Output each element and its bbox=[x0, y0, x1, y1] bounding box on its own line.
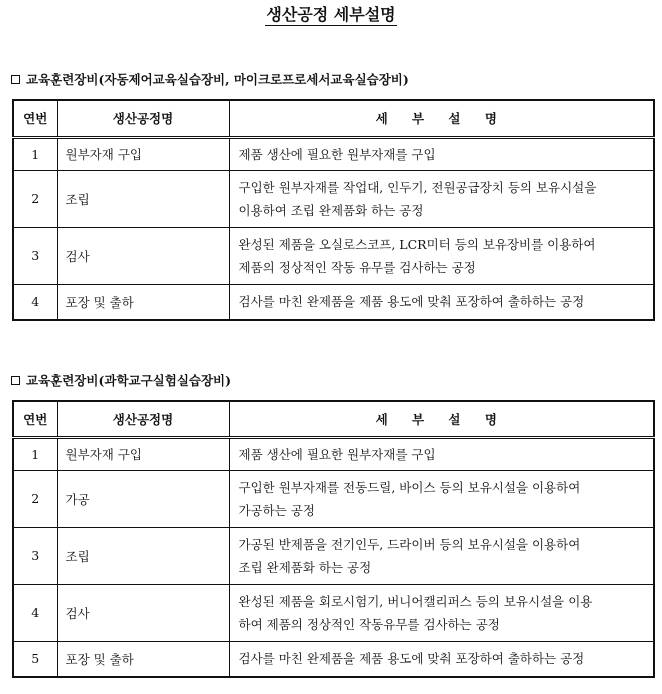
row-name: 포장 및 출하 bbox=[57, 641, 229, 677]
table-row bbox=[13, 170, 654, 227]
header-no: 연번 bbox=[13, 100, 57, 137]
section-title-1-text: 교육훈련장비(자동제어교육실습장비, 마이크로프로세서교육실습장비) bbox=[26, 72, 409, 87]
row-desc bbox=[229, 137, 654, 170]
desc-line: 구입한 원부자재를 전동드릴, 바이스 등의 보유시설을 이용하여 bbox=[238, 479, 581, 495]
checkbox-square-icon bbox=[11, 75, 20, 84]
row-no: 4 bbox=[13, 584, 57, 641]
row-no: 1 bbox=[13, 437, 57, 470]
row-desc bbox=[229, 227, 654, 284]
row-name: 포장 및 출하 bbox=[57, 284, 229, 320]
table-header-row bbox=[13, 401, 654, 437]
table-row bbox=[13, 470, 654, 527]
checkbox-square-icon bbox=[11, 376, 20, 385]
table-row bbox=[13, 227, 654, 284]
row-desc bbox=[229, 284, 654, 320]
row-desc bbox=[229, 641, 654, 677]
row-desc bbox=[229, 527, 654, 584]
page-title bbox=[0, 2, 662, 25]
table-row bbox=[13, 437, 654, 470]
header-desc: 세 부 설 명 bbox=[229, 100, 654, 137]
row-name: 원부자재 구입 bbox=[57, 437, 229, 470]
row-name: 검사 bbox=[57, 227, 229, 284]
header-no: 연번 bbox=[13, 401, 57, 437]
table-row bbox=[13, 137, 654, 170]
process-table-1 bbox=[12, 99, 655, 321]
header-name: 생산공정명 bbox=[57, 100, 229, 137]
row-desc bbox=[229, 470, 654, 527]
desc-line: 구입한 원부자재를 작업대, 인두기, 전원공급장치 등의 보유시설을 bbox=[238, 179, 597, 195]
row-name: 가공 bbox=[57, 470, 229, 527]
desc-line: 가공된 반제품을 전기인두, 드라이버 등의 보유시설을 이용하여 bbox=[238, 536, 581, 552]
row-no: 2 bbox=[13, 170, 57, 227]
desc-line: 완성된 제품을 회로시험기, 버니어캘리퍼스 등의 보유시설을 이용 bbox=[238, 593, 593, 609]
desc-line: 이용하여 조립 완제품화 하는 공정 bbox=[238, 202, 424, 218]
header-name: 생산공정명 bbox=[57, 401, 229, 437]
table-header-row bbox=[13, 100, 654, 137]
row-desc bbox=[229, 437, 654, 470]
row-name: 원부자재 구입 bbox=[57, 137, 229, 170]
section-title-2-text: 교육훈련장비(과학교구실험실습장비) bbox=[26, 373, 232, 388]
process-table-2 bbox=[12, 400, 655, 678]
desc-line: 제품 생산에 필요한 원부자재를 구입 bbox=[238, 446, 436, 462]
row-no: 2 bbox=[13, 470, 57, 527]
desc-line: 조립 완제품화 하는 공정 bbox=[238, 559, 372, 575]
row-no: 3 bbox=[13, 527, 57, 584]
row-no: 3 bbox=[13, 227, 57, 284]
section-title-2 bbox=[11, 371, 231, 389]
row-name: 검사 bbox=[57, 584, 229, 641]
desc-line: 검사를 마친 완제품을 제품 용도에 맞춰 포장하여 출하하는 공정 bbox=[238, 294, 585, 310]
header-desc: 세 부 설 명 bbox=[229, 401, 654, 437]
row-name: 조립 bbox=[57, 170, 229, 227]
desc-line: 검사를 마친 완제품을 제품 용도에 맞춰 포장하여 출하하는 공정 bbox=[238, 651, 585, 667]
row-no: 1 bbox=[13, 137, 57, 170]
table-row bbox=[13, 527, 654, 584]
desc-line: 제품 생산에 필요한 원부자재를 구입 bbox=[238, 146, 436, 162]
table-row bbox=[13, 284, 654, 320]
table-row bbox=[13, 641, 654, 677]
row-no: 5 bbox=[13, 641, 57, 677]
desc-line: 하여 제품의 정상적인 작동유무를 검사하는 공정 bbox=[238, 616, 500, 632]
table-row bbox=[13, 584, 654, 641]
row-no: 4 bbox=[13, 284, 57, 320]
row-desc bbox=[229, 584, 654, 641]
desc-line: 제품의 정상적인 작동 유무를 검사하는 공정 bbox=[238, 259, 476, 275]
desc-line: 완성된 제품을 오실로스코프, LCR미터 등의 보유장비를 이용하여 bbox=[238, 236, 596, 252]
page-title-text: 생산공정 세부설명 bbox=[266, 5, 396, 24]
row-desc bbox=[229, 170, 654, 227]
row-name: 조립 bbox=[57, 527, 229, 584]
desc-line: 가공하는 공정 bbox=[238, 502, 315, 518]
section-title-1 bbox=[11, 70, 409, 88]
